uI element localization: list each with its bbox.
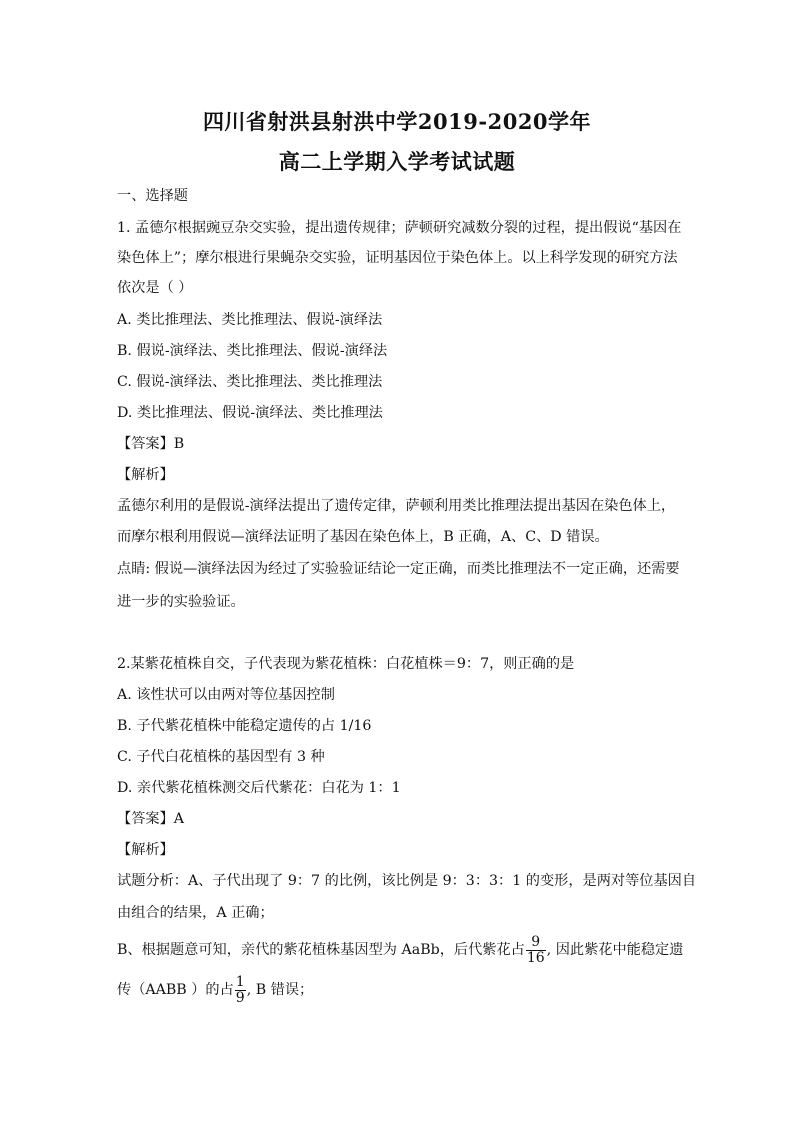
q2-option-d: D. 亲代紫花植株测交后代紫花：白花为 1：1	[117, 780, 401, 796]
q2-analysis-line-3	[117, 935, 683, 965]
q1-answer: 【答案】B	[117, 436, 185, 452]
q1-note-line-1: 点睛: 假说—演绎法因为经过了实验验证结论一定正确，而类比推理法不一定正确，还需要	[117, 561, 680, 577]
q2-b-text-start: B、根据题意可知，亲代的紫花植株基因型为 AaBb，后代紫花占	[117, 942, 525, 959]
fraction-numerator: 9	[526, 935, 546, 951]
q2-option-a: A. 该性状可以由两对等位基因控制	[117, 687, 335, 703]
q2-option-b: B. 子代紫花植株中能稳定遗传的占 1/16	[117, 718, 372, 734]
section-heading: 一、选择题	[117, 188, 188, 204]
fraction-denominator: 9	[235, 989, 245, 1006]
title-line-2: 高二上学期入学考试试题	[278, 149, 516, 174]
q2-analysis-line-4	[117, 975, 313, 1005]
fraction-denominator: 16	[526, 949, 545, 966]
q1-option-a: A. 类比推理法、类比推理法、假说-演绎法	[117, 312, 383, 328]
q1-option-b: B. 假说-演绎法、类比推理法、假说-演绎法	[117, 343, 388, 359]
q2-option-c: C. 子代白花植株的基因型有 3 种	[117, 749, 325, 765]
fraction-1-9	[235, 975, 246, 1005]
q2-c-text-start: 传（AABB ）的占	[117, 982, 234, 999]
q2-analysis-label: 【解析】	[117, 842, 174, 858]
q1-note-line-2: 进一步的实验验证。	[117, 594, 245, 610]
fraction-numerator: 1	[235, 974, 245, 990]
q2-analysis-line-1: 试题分析：A、子代出现了 9：7 的比例，该比例是 9：3：3：1 的变形，是两对等位基因自	[117, 873, 697, 889]
q1-stem-line-1: 1. 孟德尔根据豌豆杂交实验，提出遗传规律；萨顿研究减数分裂的过程，提出假说“基因在	[117, 220, 682, 236]
q1-analysis-line-1: 孟德尔利用的是假说-演绎法提出了遗传定律，萨顿利用类比推理法提出基因在染色体上，	[117, 498, 676, 514]
q2-c-text-end: , B 错误；	[246, 982, 314, 999]
q2-stem: 2.某紫花植株自交，子代表现为紫花植株：白花植株＝9：7，则正确的是	[117, 656, 575, 672]
q1-analysis-line-2: 而摩尔根利用假说—演绎法证明了基因在染色体上，B 正确，A、C、D 错误。	[117, 529, 609, 545]
q1-analysis-label: 【解析】	[117, 467, 174, 483]
fraction-9-16	[526, 935, 546, 965]
title-line-1: 四川省射洪县射洪中学2019-2020学年	[202, 109, 592, 134]
q2-answer: 【答案】A	[117, 811, 184, 827]
q2-analysis-line-2: 由组合的结果，A 正确；	[117, 905, 274, 921]
q1-stem-line-2: 染色体上”；摩尔根进行果蝇杂交实验，证明基因位于染色体上。以上科学发现的研究方法	[117, 250, 678, 266]
q1-stem-line-3: 依次是（ ）	[117, 280, 193, 296]
q1-option-c: C. 假说-演绎法、类比推理法、类比推理法	[117, 374, 383, 390]
q1-option-d: D. 类比推理法、假说-演绎法、类比推理法	[117, 405, 383, 421]
q2-b-text-end: , 因此紫花中能稳定遗	[546, 942, 684, 959]
